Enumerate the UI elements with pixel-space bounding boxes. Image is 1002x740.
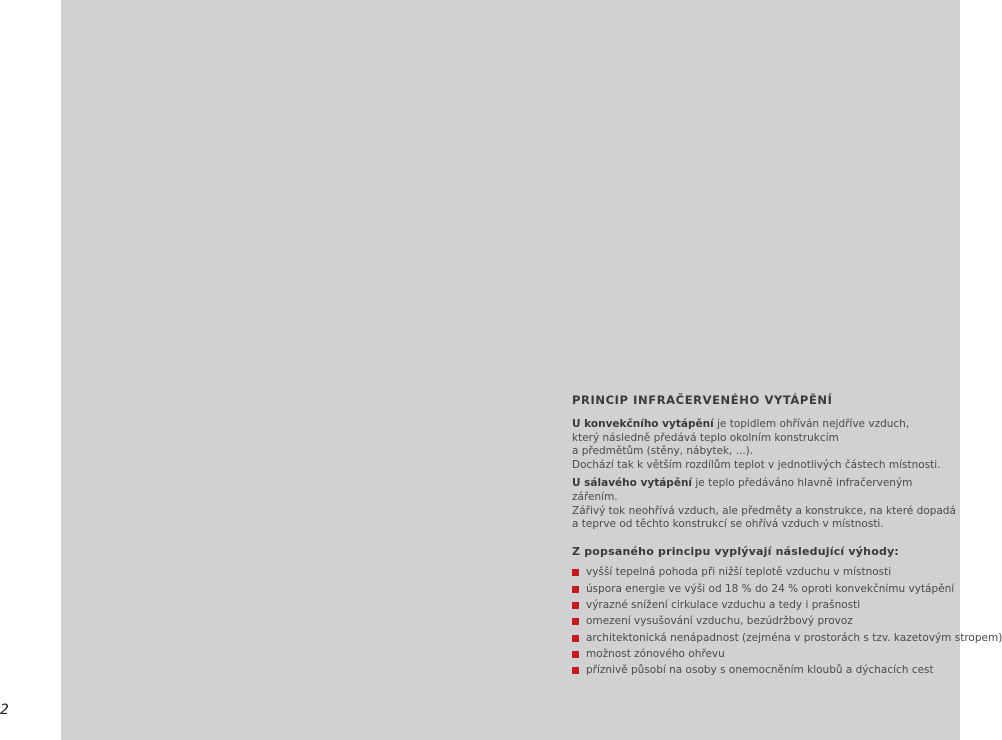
list-item	[572, 664, 960, 680]
list-item-text: úspora energie ve výši od 18 % do 24 % oproti konvekčnímu vytápění	[586, 582, 955, 595]
section-content	[572, 393, 1002, 680]
advantages-list	[572, 566, 1002, 680]
bullet-square-icon	[572, 602, 579, 609]
section-title: PRINCIP INFRAČERVENÉHO VYTÁPĚNÍ	[572, 393, 833, 407]
radiant-text-4: a teprve od těchto konstrukcí se ohřívá vzduch v místnosti.	[572, 518, 884, 531]
list-item-text: možnost zónového ohřevu	[586, 647, 725, 660]
bullet-square-icon	[572, 618, 579, 625]
convection-term: U konvekčního vytápění	[572, 418, 714, 430]
list-item	[572, 583, 960, 599]
radiant-text-3: Zářivý tok neohřívá vzduch, ale předměty a konstrukce, na které dopadá	[572, 504, 956, 517]
list-item	[572, 631, 1002, 648]
radiant-text-1: je teplo předáváno hlavně infračerveným	[692, 477, 913, 490]
advantages-heading: Z popsaného principu vyplývají následující výhody:	[572, 544, 900, 558]
radiant-term: U sálavého vytápění	[572, 477, 693, 490]
convection-text-4: Dochází tak k větším rozdílům teplot v jednotlivých částech místnosti.	[572, 458, 941, 471]
radiant-paragraph	[572, 477, 960, 531]
list-item	[572, 615, 960, 631]
list-item	[572, 566, 960, 582]
list-item	[572, 599, 960, 615]
list-item-text: příznivě působí na osoby s onemocněním kloubů a dýchacích cest	[586, 664, 934, 677]
bullet-square-icon	[572, 569, 579, 576]
list-item-text: architektonická nenápadnost (zejména v prostorách s tzv. kazetovým stropem)	[586, 631, 1002, 644]
list-item-text: výrazné snížení cirkulace vzduchu a tedy i prašnosti	[586, 598, 861, 611]
radiant-text-2: zářením.	[572, 490, 618, 503]
list-item-text: omezení vysušování vzduchu, bezúdržbový provoz	[586, 615, 853, 628]
page-number: 2	[0, 702, 9, 718]
convection-text-3: a předmětům (stěny, nábytek, ...).	[572, 445, 754, 458]
convection-text-1: je topidlem ohříván nejdříve vzduch,	[713, 418, 910, 430]
list-item-text: vyšší tepelná pohoda při nižší teplotě vzduchu v místnosti	[586, 566, 892, 579]
bullet-square-icon	[572, 667, 579, 674]
bullet-square-icon	[572, 651, 579, 658]
convection-text-2: který následně předává teplo okolním konstrukcím	[572, 431, 839, 444]
convection-paragraph	[572, 418, 960, 472]
bullet-square-icon	[572, 586, 579, 593]
bullet-square-icon	[572, 635, 579, 642]
list-item	[572, 648, 960, 664]
